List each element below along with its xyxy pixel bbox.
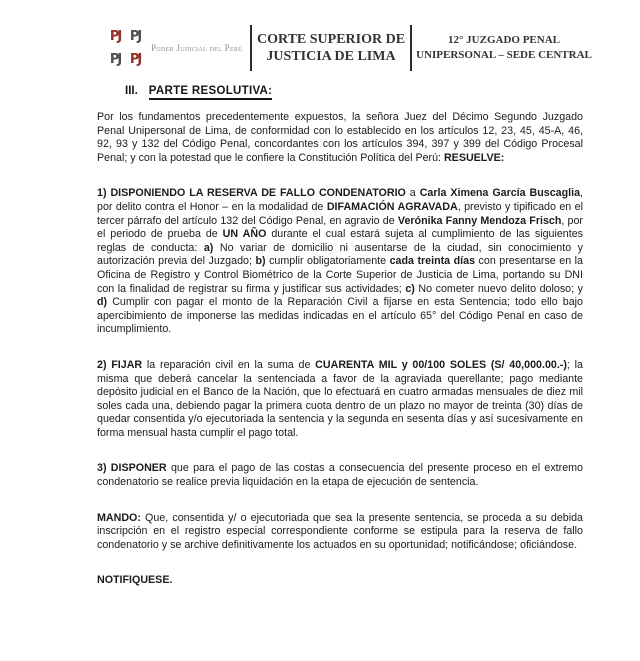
logo-tile-icon: PJ [129, 29, 141, 44]
paragraph-3-costas: 3) DISPONER que para el pago de las costas a consecuencia del presente proceso en el extremo condenatorio se realice previa liquidación en la etapa de ejecución de sentencia. [97, 462, 583, 489]
header-left-block [106, 25, 250, 71]
logo-tile-icon: PJ [109, 52, 121, 67]
logo-tile-icon: PJ [109, 29, 121, 44]
court-office-line1: 12° JUZGADO PENAL [448, 34, 560, 46]
document-body [97, 111, 583, 588]
court-office-line2: UNIPERSONAL – SEDE CENTRAL [416, 49, 592, 61]
paragraph-1-reserva-fallo: 1) DISPONIENDO LA RESERVA DE FALLO CONDENATORIO a Carla Ximena García Buscaglia, por delito contra el Honor – en la modalidad de DIFAMACIÓN AGRAVADA, previsto y tipificado en el tercer párrafo del artículo 132 del Código Penal, en agravio de Verónika Fanny Mendoza Frisch, por el periodo de prueba de UN AÑO durante el cual estará sujeta al cumplimiento de las siguientes reglas de conducta: a) No variar de domicilio ni ausentarse de la ciudad, sin conocimiento y autorización previa del Juzgado; b) cumplir obligatoriamente cada treinta días con presentarse en la Oficina de Registro y Control Biométrico de la Corte Superior de Justicia de Lima, portando su DNI con la finalidad de registrar su firma y justificar sus actividades; c) No cometer nuevo delito doloso; y d) Cumplir con pagar el monto de la Reparación Civil a fijarse en esta Sentencia; todo ello bajo apercibimiento de imponerse las medidas indicadas en el artículo 65° del Código Penal en caso de incumplimiento. [97, 187, 584, 336]
logo-tile-icon: PJ [129, 52, 141, 67]
paragraph-2-reparacion-civil: 2) FIJAR la reparación civil en la suma de CUARENTA MIL y 00/100 SOLES (S/ 40,000.00.-); la misma que deberá cancelar la sentenciada a favor de la agraviada querellante; pago mediante depósito judicial en el Banco de la Nación, que lo efectuará en cuatro armadas mensuales de diez mil soles cada una, debiendo pagar la primera cuota dentro de un plazo no mayor de treinta (30) días de quedar consentida y/o ejecutoriada la sentencia y la segunda en sesenta días y así sucesivamente en forma mensual hasta cumplir el pago total. [97, 358, 583, 439]
court-name-line2: JUSTICIA DE LIMA [266, 49, 396, 64]
court-name-line1: CORTE SUPERIOR DE [256, 32, 406, 47]
poder-judicial-logo-icon [106, 25, 146, 71]
paragraph-notifiquese: NOTIFIQUESE. [97, 574, 173, 587]
institution-name: Poder Judicial del Perú [151, 43, 243, 53]
court-office [412, 33, 596, 63]
section-title: PARTE RESOLUTIVA: [149, 85, 273, 100]
section-heading [125, 85, 583, 97]
section-numeral: III. [125, 85, 138, 97]
court-name [252, 31, 410, 65]
paragraph-mando: MANDO: Que, consentida y/ o ejecutoriada que sea la presente sentencia, se proceda a su debida inscripción en el registro especial correspondiente conforme se estipula para la reserva de fallo condenatorio y se archive definitivamente los actuados en su oportunidad; notificándose; oficiándose. [97, 511, 583, 551]
paragraph-resuelve-intro: Por los fundamentos precedentemente expuestos, la señora Juez del Décimo Segundo Juzgado Penal Unipersonal de Lima, de conformidad con lo establecido en los artículos 12, 23, 45, 45-A, 46, 92, 93 y 132 del Código Penal, concordantes con los artículos 394, 397 y 399 del Código Procesal Penal; y con la potestad que le confiere la Constitución Política del Perú: RESUELVE: [97, 111, 583, 164]
document-header [106, 22, 590, 74]
